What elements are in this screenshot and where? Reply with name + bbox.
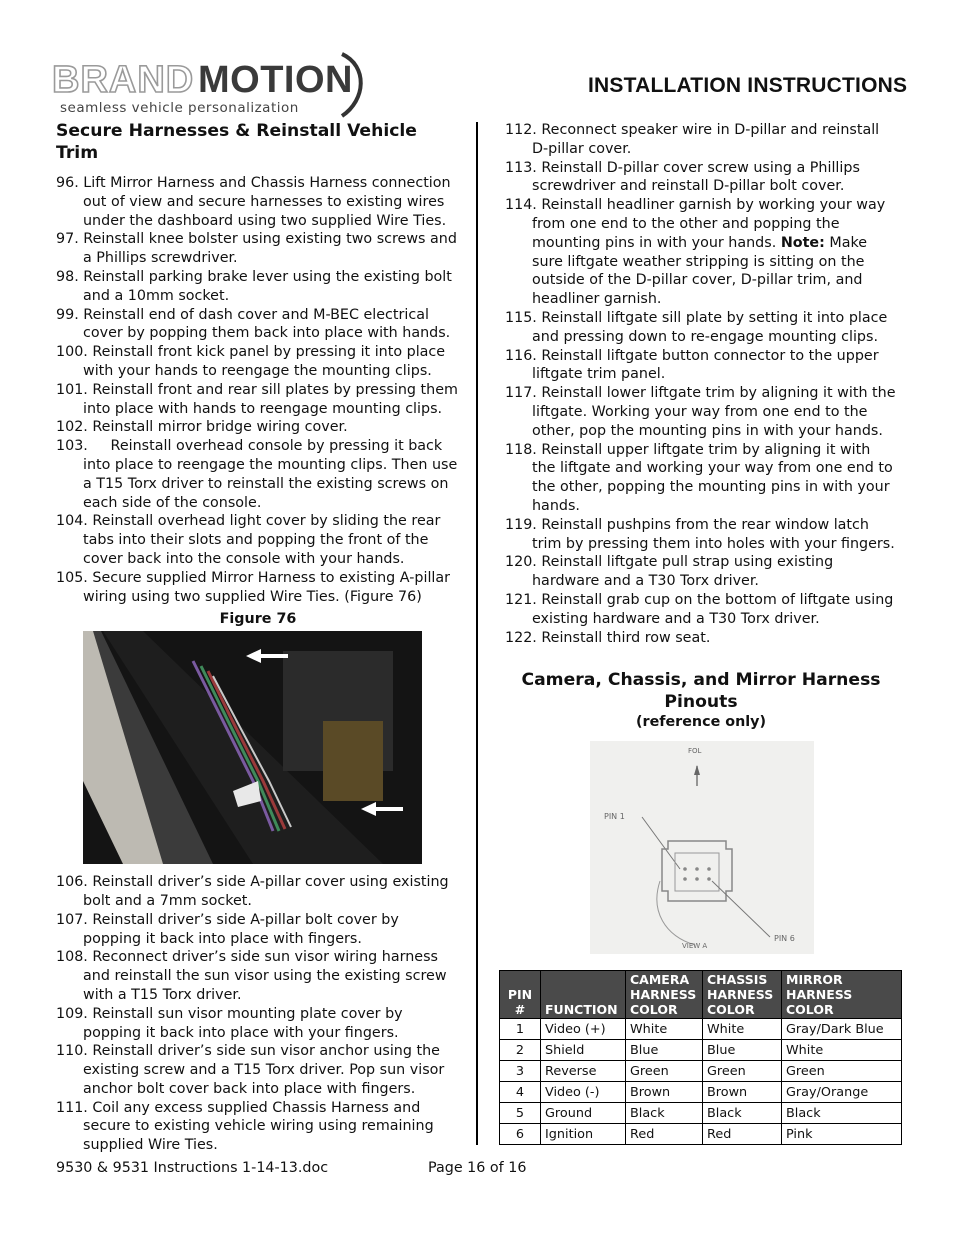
step-102: 102. Reinstall mirror bridge wiring cover. (56, 419, 348, 436)
header-function: FUNCTION (541, 971, 626, 1019)
cell-chassis: Green (703, 1061, 782, 1082)
brandmotion-logo (52, 52, 372, 122)
step-118: 118. Reinstall upper liftgate trim by aligning it with the liftgate and working your way from one end to the other, popping the mounting pins in with your hands. (505, 441, 893, 514)
cell-pin: 3 (500, 1061, 541, 1082)
step-108: 108. Reconnect driver’s side sun visor wiring harness and reinstall the sun visor using the existing screw with a T15 Torx driver. (56, 949, 447, 1003)
step-114-text: 114. Reinstall headliner garnish by working your way from one end to the other and popping the mounting pins in with your hands. (505, 197, 886, 251)
table-header-row (500, 971, 902, 1019)
step-109: 109. Reinstall sun visor mounting plate cover by popping it back into place with your fingers. (56, 1005, 403, 1041)
step-110: 110. Reinstall driver’s side sun visor anchor using the existing screw and a T15 Torx driver. Pop sun visor anchor bolt cover back into place with fingers. (56, 1043, 445, 1097)
cell-chassis: Red (703, 1124, 782, 1145)
step-122: 122. Reinstall third row seat. (505, 629, 711, 646)
cell-chassis: Brown (703, 1082, 782, 1103)
diagram-pin6-label: PIN 6 (774, 934, 795, 944)
logo-tagline: seamless vehicle personalization (60, 100, 299, 116)
step-96: 96. Lift Mirror Harness and Chassis Harness connection out of view and secure harnesses to existing wires under the dashboard using two supplied Wire Ties. (56, 175, 451, 229)
cell-pin: 6 (500, 1124, 541, 1145)
step-111: 111. Coil any excess supplied Chassis Harness and secure to existing vehicle wiring using remaining supplied Wire Ties. (56, 1099, 434, 1154)
section-heading-trim: Secure Harnesses & Reinstall Vehicle Trim (56, 121, 417, 163)
step-112: 112. Reconnect speaker wire in D-pillar and reinstall D-pillar cover. (505, 122, 880, 157)
cell-function: Reverse (541, 1061, 626, 1082)
logo-brand-text: BRAND (52, 59, 195, 101)
cell-function: Video (+) (541, 1019, 626, 1040)
steps-list-a (56, 174, 460, 606)
left-column (56, 120, 460, 1155)
table-row (500, 1082, 902, 1103)
cell-chassis: White (703, 1019, 782, 1040)
step-103: 103. Reinstall overhead console by pressing it back into place to reengage the mounting clips. Then use a T15 Torx driver to reinstall the existing screws on each side of the console. (56, 438, 458, 511)
table-row (500, 1061, 902, 1082)
table-row (500, 1019, 902, 1040)
step-104: 104. Reinstall overhead light cover by sliding the rear tabs into their slots and popping the front of the cover back into the console with your hands. (56, 513, 441, 567)
steps-list-c (505, 121, 897, 647)
step-106: 106. Reinstall driver’s side A-pillar cover using existing bolt and a 7mm socket. (56, 874, 449, 909)
step-115: 115. Reinstall liftgate sill plate by setting it into place and pressing down to re-engage mounting clips. (505, 309, 888, 345)
cell-camera: Red (626, 1124, 703, 1145)
step-121: 121. Reinstall grab cup on the bottom of liftgate using existing hardware and a T30 Torx driver. (505, 591, 894, 627)
cell-pin: 1 (500, 1019, 541, 1040)
cell-camera: Brown (626, 1082, 703, 1103)
diagram-pin1-label: PIN 1 (604, 812, 625, 822)
header-chassis: CHASSIS HARNESS COLOR (703, 971, 782, 1019)
step-101: 101. Reinstall front and rear sill plates by pressing them into place with hands to reengage mounting clips. (56, 381, 458, 417)
cell-pin: 4 (500, 1082, 541, 1103)
step-114-note: Note: (780, 234, 825, 251)
pinout-heading: Camera, Chassis, and Mirror Harness Pinouts (521, 670, 881, 713)
cell-mirror: White (782, 1040, 902, 1061)
cell-mirror: Gray/Orange (782, 1082, 902, 1103)
step-114-note-text: Make sure liftgate weather stripping is sitting on the outside of the D-pillar cover, D-pillar trim, and headliner garnish. (532, 234, 868, 308)
cell-pin: 5 (500, 1103, 541, 1124)
figure-76-photo (83, 631, 422, 864)
logo-motion-text: MOTION (198, 59, 353, 101)
cell-mirror: Gray/Dark Blue (782, 1019, 902, 1040)
step-99: 99. Reinstall end of dash cover and M-BEC electrical cover by popping them back into place with hands. (56, 306, 451, 342)
table-row (500, 1040, 902, 1061)
cell-chassis: Black (703, 1103, 782, 1124)
column-divider (476, 122, 478, 1145)
cell-camera: Green (626, 1061, 703, 1082)
header-camera: CAMERA HARNESS COLOR (626, 971, 703, 1019)
step-100: 100. Reinstall front kick panel by pressing it into place with your hands to reengage the mounting clips. (56, 344, 446, 379)
table-row (500, 1103, 902, 1124)
header-pin: PIN # (500, 971, 541, 1019)
figure-label: Figure 76 (219, 611, 297, 628)
cell-camera: White (626, 1019, 703, 1040)
diagram-fol-label: FOL (688, 747, 702, 756)
step-120: 120. Reinstall liftgate pull strap using existing hardware and a T30 Torx driver. (505, 554, 834, 590)
cell-camera: Black (626, 1103, 703, 1124)
cell-chassis: Blue (703, 1040, 782, 1061)
cell-function: Ground (541, 1103, 626, 1124)
cell-mirror: Pink (782, 1124, 902, 1145)
right-column (505, 121, 897, 954)
table-row (500, 1124, 902, 1145)
page-title: INSTALLATION INSTRUCTIONS (588, 74, 908, 97)
header-mirror: MIRROR HARNESS COLOR (782, 971, 902, 1019)
step-107: 107. Reinstall driver’s side A-pillar bolt cover by popping it back into place with fingers. (56, 911, 399, 947)
step-113: 113. Reinstall D-pillar cover screw using a Phillips screwdriver and reinstall D-pillar bolt cover. (505, 159, 860, 195)
diagram-view-label: VIEW A (682, 942, 708, 951)
steps-list-b (56, 873, 460, 1155)
step-119: 119. Reinstall pushpins from the rear window latch trim by pressing them into holes with your fingers. (505, 516, 895, 552)
step-117: 117. Reinstall lower liftgate trim by aligning it with the liftgate. Working your way from one end to the other, pop the mounting pins in with your hands. (505, 385, 896, 439)
cell-function: Video (-) (541, 1082, 626, 1103)
cell-function: Shield (541, 1040, 626, 1061)
step-97: 97. Reinstall knee bolster using existing two screws and a Phillips screwdriver. (56, 231, 457, 267)
step-105: 105. Secure supplied Mirror Harness to existing A-pillar wiring using two supplied Wire Ties. (Figure 76) (56, 569, 451, 605)
cell-pin: 2 (500, 1040, 541, 1061)
pinout-table (499, 970, 902, 1145)
step-98: 98. Reinstall parking brake lever using the existing bolt and a 10mm socket. (56, 268, 452, 304)
connector-diagram (590, 741, 814, 954)
footer-filename: 9530 & 9531 Instructions 1-14-13.doc (56, 1160, 329, 1176)
cell-mirror: Black (782, 1103, 902, 1124)
cell-mirror: Green (782, 1061, 902, 1082)
cell-camera: Blue (626, 1040, 703, 1061)
step-116: 116. Reinstall liftgate button connector to the upper liftgate trim panel. (505, 347, 879, 383)
pinout-subheading: (reference only) (635, 714, 767, 731)
step-114 (505, 196, 897, 309)
cell-function: Ignition (541, 1124, 626, 1145)
footer-page-number: Page 16 of 16 (428, 1160, 527, 1176)
